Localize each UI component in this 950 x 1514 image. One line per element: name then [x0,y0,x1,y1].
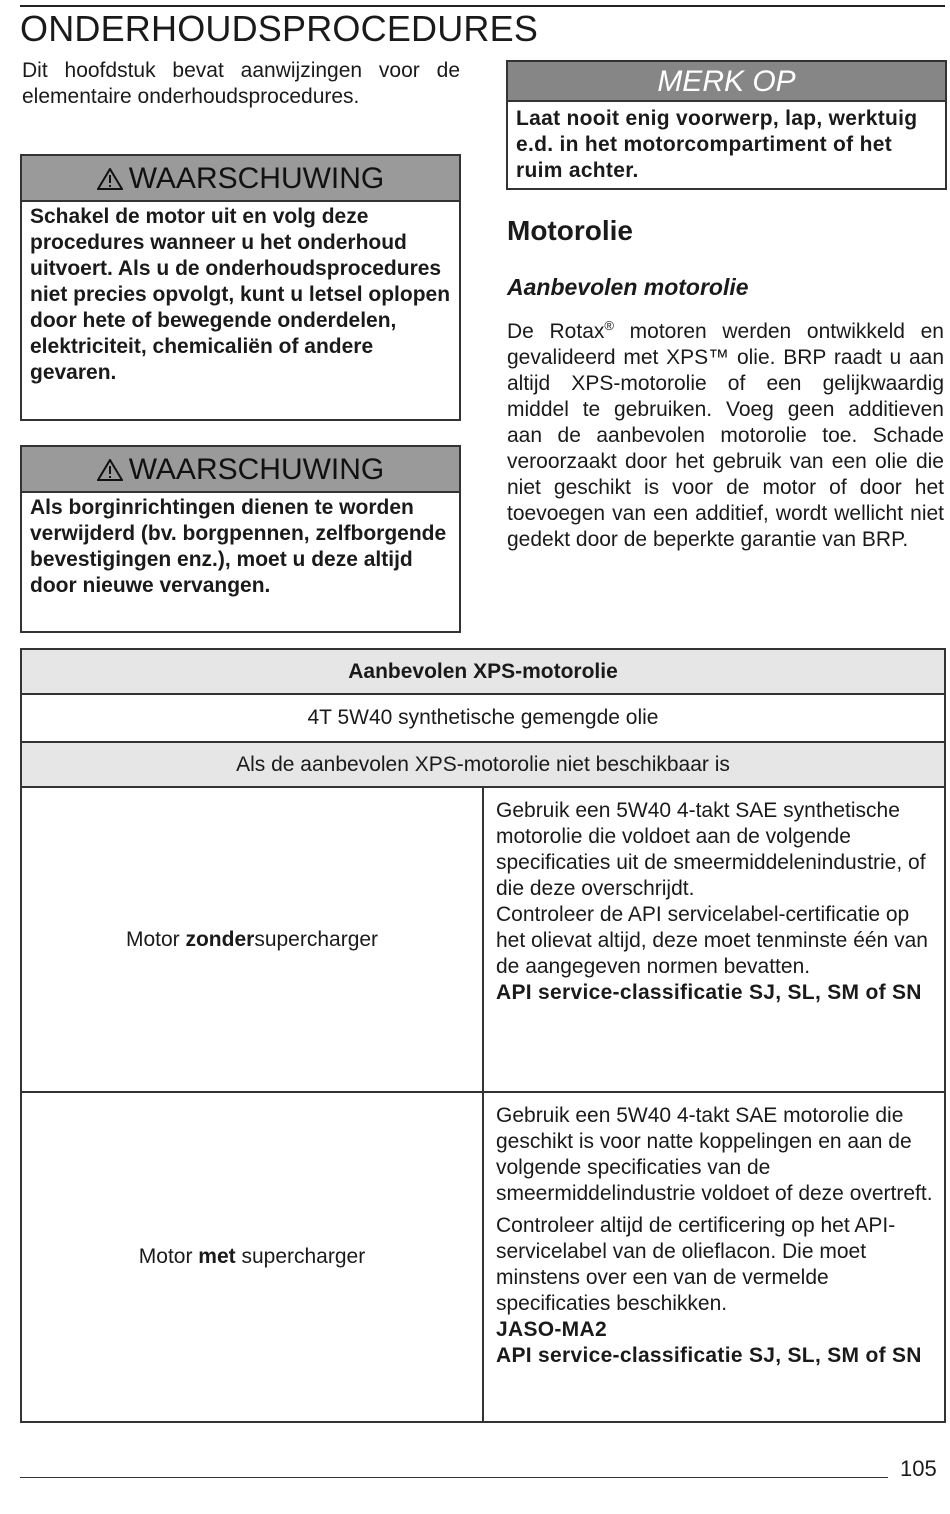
spec-text: Controleer altijd de certificering op het API-servicelabel van de olieflacon. Die moet minstens over een van de vermelde specificaties beschikken. [496,1214,896,1315]
section-subheading: Aanbevolen motorolie [507,274,749,300]
spec-text: Gebruik een 5W40 4-takt SAE motorolie die geschikt is voor natte koppelingen en aan de volgende specificaties van de smeermiddelindustrie voldoet of deze overtreft. [496,1104,933,1205]
label-post: supercharger [254,927,379,951]
spec-text: Gebruik een 5W40 4-takt SAE synthetische motorolie die voldoet aan de volgende specificaties uit de smeermiddelenindustrie, of die deze overschrijdt. [496,799,926,900]
label-pre: Motor [138,1245,199,1268]
oil-spec-description [483,787,945,1092]
table-header: Aanbevolen XPS-motorolie [21,649,945,694]
warning-triangle-icon [97,459,123,481]
page-title: ONDERHOUDSPROCEDURES [20,8,539,49]
table-subheader-row [21,742,945,787]
engine-type-label [21,1092,483,1422]
warning-header-label: WAARSCHUWING [128,162,385,195]
section-heading: Motorolie [507,215,633,246]
warning-box-2 [20,445,461,633]
spec-bold: API service-classificatie SJ, SL, SM of SN [496,981,922,1004]
engine-type-label [21,787,483,1092]
warning-header [22,447,459,493]
label-post: supercharger [235,1245,366,1268]
para-rest: motoren werden ontwikkeld en gevalideerd met XPS™ olie. BRP raadt u aan altijd XPS-motorolie of een gelijkwaardig middel te gebruiken. Voeg geen additieven aan de aanbevolen motorolie toe. Schade veroorzaakt door het gebruik van een olie die niet geschikt is voor de motor of door het toevoegen van een additief, wordt wellicht niet gedekt door de beperkte garantie van BRP. [507,320,944,551]
note-text: Laat nooit enig voorwerp, lap, werktuig e.d. in het motorcompartiment of het ruim achter. [516,107,918,182]
label-bold: zonder [185,927,255,951]
table-header-row [21,649,945,694]
spec-classification [496,1317,936,1343]
fallback-header: Als de aanbevolen XPS-motorolie niet beschikbaar is [21,742,945,787]
spec-bold: JASO-MA2 [496,1318,607,1341]
oil-paragraph [507,313,944,553]
table-row [21,694,945,742]
note-header: MERK OP [508,62,945,102]
warning-header [22,156,459,202]
table-row [21,1092,945,1422]
warning-header-label: WAARSCHUWING [128,453,385,486]
para-lead: De Rotax [507,320,605,343]
top-rule [20,5,945,7]
warning-triangle-icon [97,168,123,190]
oil-table [20,648,946,1423]
oil-spec-description [483,1092,945,1422]
label-pre: Motor [125,927,186,951]
label-bold: met [198,1245,236,1268]
registered-mark: ® [604,318,614,333]
spec-classification [496,1343,936,1369]
spec-classification [496,980,936,1006]
footer-rule [20,1477,888,1478]
table-row [21,787,945,1092]
warning-text: Schakel de motor uit en volg deze procedures wanneer u het onderhoud uitvoert. Als u de onderhoudsprocedures niet precies opvolgt, kunt u letsel oplopen door hete of bewegende onderdelen, elektriciteit, chemicaliën of andere gevaren. [30,205,451,384]
recommended-oil: 4T 5W40 synthetische gemengde olie [21,694,945,742]
page-number: 105 [900,1456,937,1481]
spec-bold: API service-classificatie SJ, SL, SM of SN [496,1344,922,1367]
spec-text: Controleer de API servicelabel-certificatie op het olievat altijd, deze moet tenminste één van de aangegeven normen bevatten. [496,903,928,978]
note-box [506,60,947,190]
intro-paragraph: Dit hoofdstuk bevat aanwijzingen voor de elementaire onderhoudsprocedures. [22,59,460,108]
warning-box-1 [20,154,461,421]
warning-text: Als borginrichtingen dienen te worden verwijderd (bv. borgpennen, zelfborgende bevestigingen enz.), moet u deze altijd door nieuwe vervangen. [30,496,447,597]
